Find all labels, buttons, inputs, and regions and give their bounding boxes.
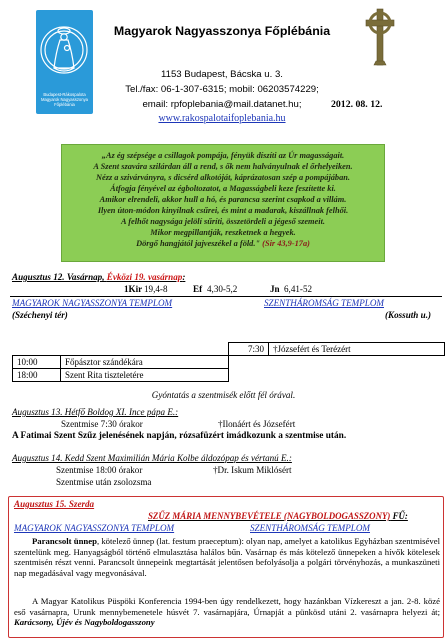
quote-line: Nézz a szivárványra, s dicsérd alkotóját, káprázatosan szép a pompájában.	[95, 173, 351, 182]
feast-paragraph-1	[14, 536, 440, 578]
quote-line: A felhőt nagysága jelölí sűríti, összetördeli a jégeső szemeit.	[121, 217, 325, 226]
quote-line: „Az ég szépsége a csillagok pompája, fényük díszíti az Úr magasságait.	[101, 151, 345, 160]
day-heading-aug14: Augusztus 14. Kedd Szent Maximilián Mária Kolbe áldozópap és vértanú E.:	[12, 453, 292, 463]
reading-2-book: Ef	[193, 284, 203, 294]
day-heading-aug15: Augusztus 15. Szerda	[14, 499, 95, 509]
day-heading-aug12	[12, 272, 185, 282]
table-row	[13, 356, 229, 369]
temple-left-title: MAGYAROK NAGYASSZONYA TEMPLOM	[12, 298, 173, 308]
feast-suffix: FŰ:	[390, 511, 408, 521]
time-cell: 10:00	[13, 356, 61, 369]
reading-3-ref: 6,41-52	[284, 284, 313, 294]
rosary-note: A Fatimai Szent Szűz jelenésének napján, rózsafüzért imádkozunk a szentmise után.	[12, 431, 347, 441]
parish-name: Magyarok Nagyasszonya Főplébánia	[113, 24, 331, 38]
schedule-left	[12, 355, 229, 382]
paragraph-bold-end: Karácsony, Újév és Nagyboldogasszony	[14, 617, 155, 628]
temple-right-title: SZENTHÁROMSÁG TEMPLOM	[264, 298, 384, 308]
quote-line: Amikor elrendeli, akkor hull a hó, és parancsa szerint csapkod a villám.	[99, 195, 347, 204]
schedule-right	[228, 342, 445, 356]
day-heading-aug13: Augusztus 13. Hétfő Boldog XI. Ince pápa E.:	[12, 407, 179, 417]
address: 1153 Budapest, Bácska u. 3.	[161, 69, 283, 80]
feast-title	[148, 511, 408, 521]
phone-numbers: Tel./fax: 06-1-307-6315; mobil: 06203574229;	[125, 84, 319, 95]
logo-caption: Budapest-Rákospalota Magyarok Nagyasszonya Főplébánia	[40, 92, 88, 107]
reading-3-book: Jn	[270, 284, 280, 294]
intent-cell: †Józsefért és Terézért	[269, 343, 445, 356]
quote-reference: (Sir 43,9-17a)	[262, 239, 310, 248]
parish-logo	[36, 10, 93, 114]
scripture-quote-box	[61, 144, 385, 262]
mass-time: Szentmise 7:30 órakor	[61, 419, 143, 429]
temple-right-title: SZENTHÁROMSÁG TEMPLOM	[250, 523, 370, 533]
quote-line: Ilyen úton-módon kinyílnak csűrei, és mint a madarak, kiszállnak felhői.	[97, 206, 349, 215]
divider	[10, 296, 442, 297]
quote-line: A Szent szavára szilárdan áll a rend, s ők nem halványulnak el őrhelyeiken.	[93, 162, 353, 171]
quote-line: Mikor megpillantják, reszketnek a hegyek.	[150, 228, 296, 237]
reading-2-ref: 4,30-5,2	[207, 284, 238, 294]
term-bold: Parancsolt ünnep	[32, 536, 97, 546]
temple-left-title: MAGYAROK NAGYASSZONYA TEMPLOM	[14, 523, 175, 533]
quote-line: Átfogja fényével az égboltozatot, a Magasságbeli keze feszítette ki.	[110, 184, 336, 193]
time-cell: 7:30	[229, 343, 269, 356]
mass-intent: †Ilonáért és Józsefért	[218, 419, 296, 429]
day-heading-text: Augusztus 12. Vasárnap,	[12, 272, 107, 282]
heading-colon: :	[182, 272, 186, 282]
paragraph-text: A Magyar Katolikus Püspöki Konferencia 1994-ben úgy rendelkezett, hogy hazánkban Vízkereszt a jan. 2-8. közé eső vasárnapra, Urunk mennybemenetele húsvét 7. vasárnapjára, Úrnapját a pünkösd utáni 2. vasárnapra helyezi át;	[14, 596, 440, 617]
confession-note: Gyóntatás a szentmisék előtt fél órával.	[151, 390, 296, 400]
paragraph-text: , kötelező ünnep (lat. festum praeceptum): olyan nap, amelyet a katolikus Egyházban szentmisével szentelünk meg. Hanyagságból történő elmulasztása halálos bűn. Vasárnap és más kötelező ünnepeken a hívők kötelesek szentmisén részt venni. Parancsolt ünnepeink megtartását jelentősen befolyásolja a polgári törvényhozás, a munkaszüneti nap megadásával vagy megvonásával.	[14, 536, 440, 578]
website-link[interactable]: www.rakospalotaifoplebania.hu	[158, 113, 286, 124]
mass-time: Szentmise 18:00 órakor	[56, 465, 143, 475]
celtic-cross-icon	[363, 7, 397, 67]
temple-left-location: (Széchenyi tér)	[12, 310, 68, 320]
bulletin-date: 2012. 08. 12.	[331, 99, 383, 110]
mass-intent: †Dr. Iskum Miklósért	[213, 465, 292, 475]
temple-right-location: (Kossuth u.)	[385, 310, 431, 320]
vespers-note: Szentmise után zsolozsma	[56, 477, 152, 487]
feast-name: SZŰZ MÁRIA MENNYBEVÉTELE (NAGYBOLDOGASSZONY)	[148, 511, 391, 521]
quote-last-text: Dörgő hangjától jajveszékel a föld."	[136, 239, 261, 248]
reading-1-book: 1Kir	[124, 284, 143, 294]
feast-paragraph-2	[14, 596, 440, 628]
time-cell: 18:00	[13, 369, 61, 382]
reading-1-ref: 19,4-8	[144, 284, 168, 294]
email-address: email: rpfoplebania@mail.datanet.hu;	[142, 99, 302, 110]
intent-cell: Szent Rita tiszteletére	[61, 369, 229, 382]
intent-cell: Főpásztor szándékára	[61, 356, 229, 369]
quote-line-last	[68, 238, 378, 249]
table-row	[13, 369, 229, 382]
liturgical-day: Évközi 19. vasárnap	[106, 272, 183, 282]
table-row	[229, 343, 445, 356]
